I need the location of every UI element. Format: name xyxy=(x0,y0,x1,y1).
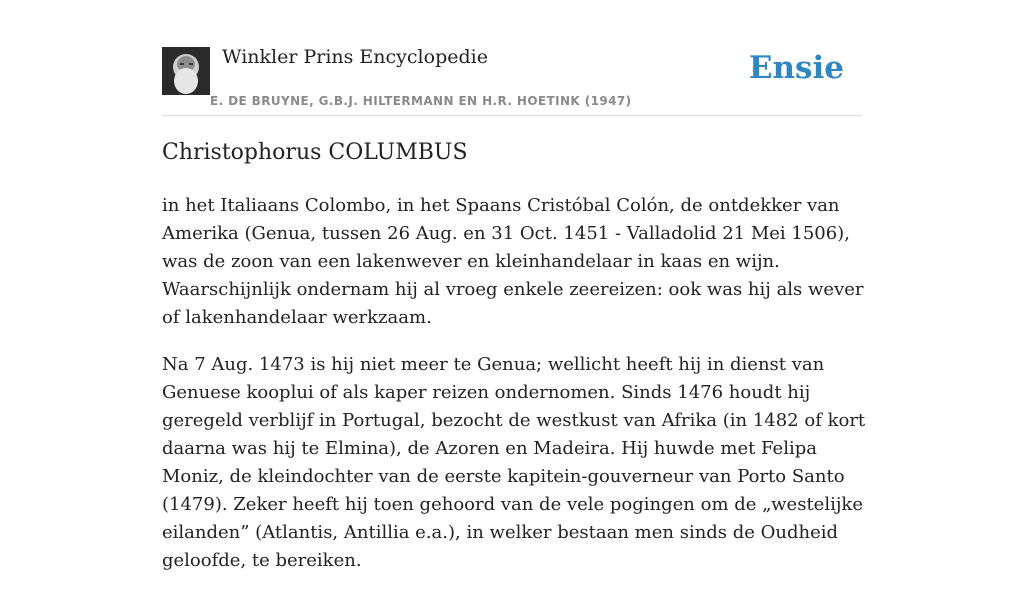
portrait-icon xyxy=(162,47,210,95)
ensie-logo-link[interactable]: Ensie xyxy=(748,50,844,86)
source-header xyxy=(162,44,862,116)
author-avatar[interactable] xyxy=(162,47,210,95)
source-authors: E. DE BRUYNE, G.B.J. HILTERMANN EN H.R. HOETINK (1947) xyxy=(210,94,632,108)
source-title[interactable]: Winkler Prins Encyclopedie xyxy=(222,46,488,68)
article-paragraph: Na 7 Aug. 1473 is hij niet meer te Genua; wellicht heeft hij in dienst van Genuese kooplui of als kaper reizen ondernomen. Sinds 1476 houdt hij geregeld verblijf in Portugal, bezocht de westkust van Afrika (in 1482 of kort daarna was hij te Elmina), de Azoren en Madeira. Hij huwde met Felipa Moniz, de kleindochter van de eerste kapitein-gouverneur van Porto Santo (1479). Zeker heeft hij toen gehoord van de vele pogingen om de „westelijke eilanden” (Atlantis, Antillia e.a.), in welker bestaan men sinds de Oudheid geloofde, te bereiken. xyxy=(162,354,866,571)
article-title: Christophorus COLUMBUS xyxy=(162,140,468,165)
article-body xyxy=(162,192,867,594)
article-paragraph: in het Italiaans Colombo, in het Spaans Cristóbal Colón, de ontdekker van Amerika (Genua, tussen 26 Aug. en 31 Oct. 1451 - Valladolid 21 Mei 1506), was de zoon van een lakenwever en kleinhandelaar in kaas en wijn. Waarschijnlijk ondernam hij al vroeg enkele zeereizen: ook was hij als wever of lakenhandelaar werkzaam. xyxy=(162,195,864,328)
